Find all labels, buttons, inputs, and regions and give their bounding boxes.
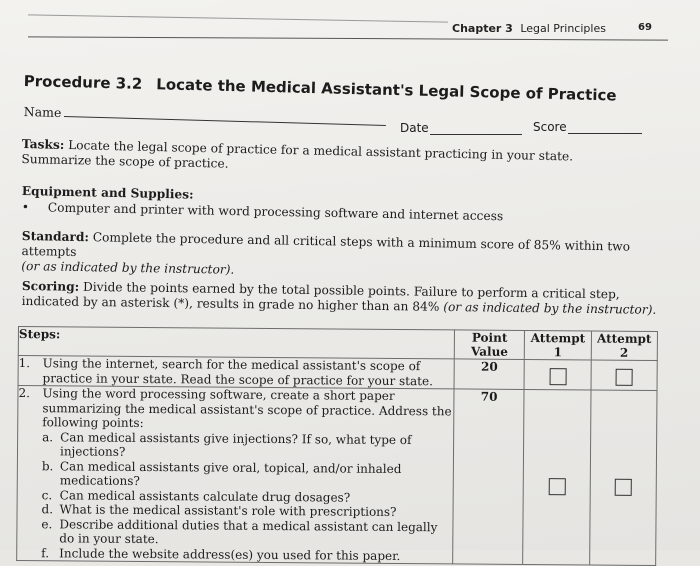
procedure-title xyxy=(24,72,617,104)
sub-item-letter: b. xyxy=(41,458,54,473)
scoring-paragraph xyxy=(22,279,672,318)
tasks-paragraph xyxy=(21,137,632,181)
standard-label: Standard: xyxy=(21,229,90,245)
sub-item xyxy=(17,546,452,564)
attempt-1-cell xyxy=(523,389,591,565)
standard-text: Complete the procedure and all critical steps with a minimum score of 85% within two attempts xyxy=(21,230,631,259)
sub-item xyxy=(17,517,452,549)
steps-table xyxy=(16,326,658,566)
attempt-2-header-line1: Attempt xyxy=(596,331,652,346)
table-row xyxy=(18,356,657,391)
attempt-1-header-line2: 1 xyxy=(553,345,563,360)
sub-item-text: Can medical assistants calculate drug dosages? xyxy=(59,487,351,505)
date-label: Date xyxy=(400,121,429,135)
sub-item-letter: a. xyxy=(42,429,54,444)
point-value-header xyxy=(454,330,525,360)
chapter-label: Chapter 3 xyxy=(452,22,513,35)
sub-item-letter: c. xyxy=(41,487,53,502)
running-head xyxy=(452,22,652,35)
tasks-text: Locate the legal scope of practice for a medical assistant practicing in your state. Summarize the scope of practice. xyxy=(21,138,574,171)
step-text: Using the internet, search for the medical assistant's scope of practice in your state. Read the scope of practice for your state. xyxy=(42,356,433,388)
sub-item-text: Can medical assistants give oral, topical, and/or inhaled medications? xyxy=(59,458,402,488)
attempt-1-header xyxy=(525,330,592,360)
page-number: 69 xyxy=(638,22,652,33)
attempt-2-header-line2: 2 xyxy=(619,345,629,360)
sub-item-text: Can medical assistants give injections? If so, what type of injections? xyxy=(59,429,412,459)
sub-item-letter: f. xyxy=(41,545,50,560)
header-rule xyxy=(28,36,668,40)
standard-paragraph xyxy=(21,229,672,285)
equipment-item xyxy=(22,200,504,224)
name-field[interactable] xyxy=(64,116,386,126)
standard-note: (or as indicated by the instructor). xyxy=(21,258,235,277)
sub-item-text: What is the medical assistant's role with prescriptions? xyxy=(59,502,397,519)
step-number: 1. xyxy=(18,356,31,371)
sub-item xyxy=(18,459,453,491)
equipment-heading: Equipment and Supplies: xyxy=(21,184,194,202)
bullet-icon: • xyxy=(21,200,30,215)
attempt-2-checkbox[interactable] xyxy=(615,479,632,496)
attempt-2-checkbox[interactable] xyxy=(616,369,633,386)
table-row xyxy=(17,386,657,566)
scoring-label: Scoring: xyxy=(21,279,80,294)
sub-item-text: Describe additional duties that a medical assistant can legally do in your state. xyxy=(59,516,438,547)
point-value-header-line2: Value xyxy=(471,344,509,359)
step-points: 70 xyxy=(453,389,525,565)
score-field[interactable] xyxy=(568,133,642,134)
step-text: Using the word processing software, create a short paper summarizing the medical assistant's scope of practice. Address the following points: xyxy=(42,386,452,430)
attempt-1-header-line1: Attempt xyxy=(530,331,586,346)
procedure-number: Procedure 3.2 xyxy=(23,72,143,93)
sub-item-text: Include the website address(es) you used for this paper. xyxy=(59,545,401,563)
date-field[interactable] xyxy=(430,134,522,135)
attempt-1-checkbox[interactable] xyxy=(549,478,566,495)
name-label: Name xyxy=(23,104,62,121)
sub-item-letter: d. xyxy=(41,502,54,517)
sub-item-letter: e. xyxy=(41,516,53,531)
step-number: 2. xyxy=(18,386,30,401)
sub-item xyxy=(18,430,453,462)
step-cell xyxy=(17,386,454,564)
scoring-text: Divide the points earned by the total possible points. Failure to perform a critical step, indicated by an asterisk (*), results in grade no higher than an 84% xyxy=(21,279,620,314)
attempt-2-header xyxy=(591,331,658,361)
section-label: Legal Principles xyxy=(520,22,606,35)
attempt-1-cell xyxy=(524,359,591,390)
tasks-label: Tasks: xyxy=(21,137,65,152)
attempt-2-cell xyxy=(591,360,658,391)
scoring-note: (or as indicated by the instructor). xyxy=(443,299,657,317)
procedure-name: Locate the Medical Assistant's Legal Scope of Practice xyxy=(156,75,617,105)
attempt-2-cell xyxy=(589,390,657,566)
step-points: 20 xyxy=(454,359,525,390)
equipment-item-text: Computer and printer with word processing software and internet access xyxy=(47,200,504,224)
point-value-header-line1: Point xyxy=(471,330,508,345)
header-rule-top xyxy=(28,14,448,22)
steps-header: Steps: xyxy=(18,327,454,359)
attempt-1-checkbox[interactable] xyxy=(550,368,567,385)
score-label: Score xyxy=(533,120,567,134)
step-cell xyxy=(18,356,454,389)
